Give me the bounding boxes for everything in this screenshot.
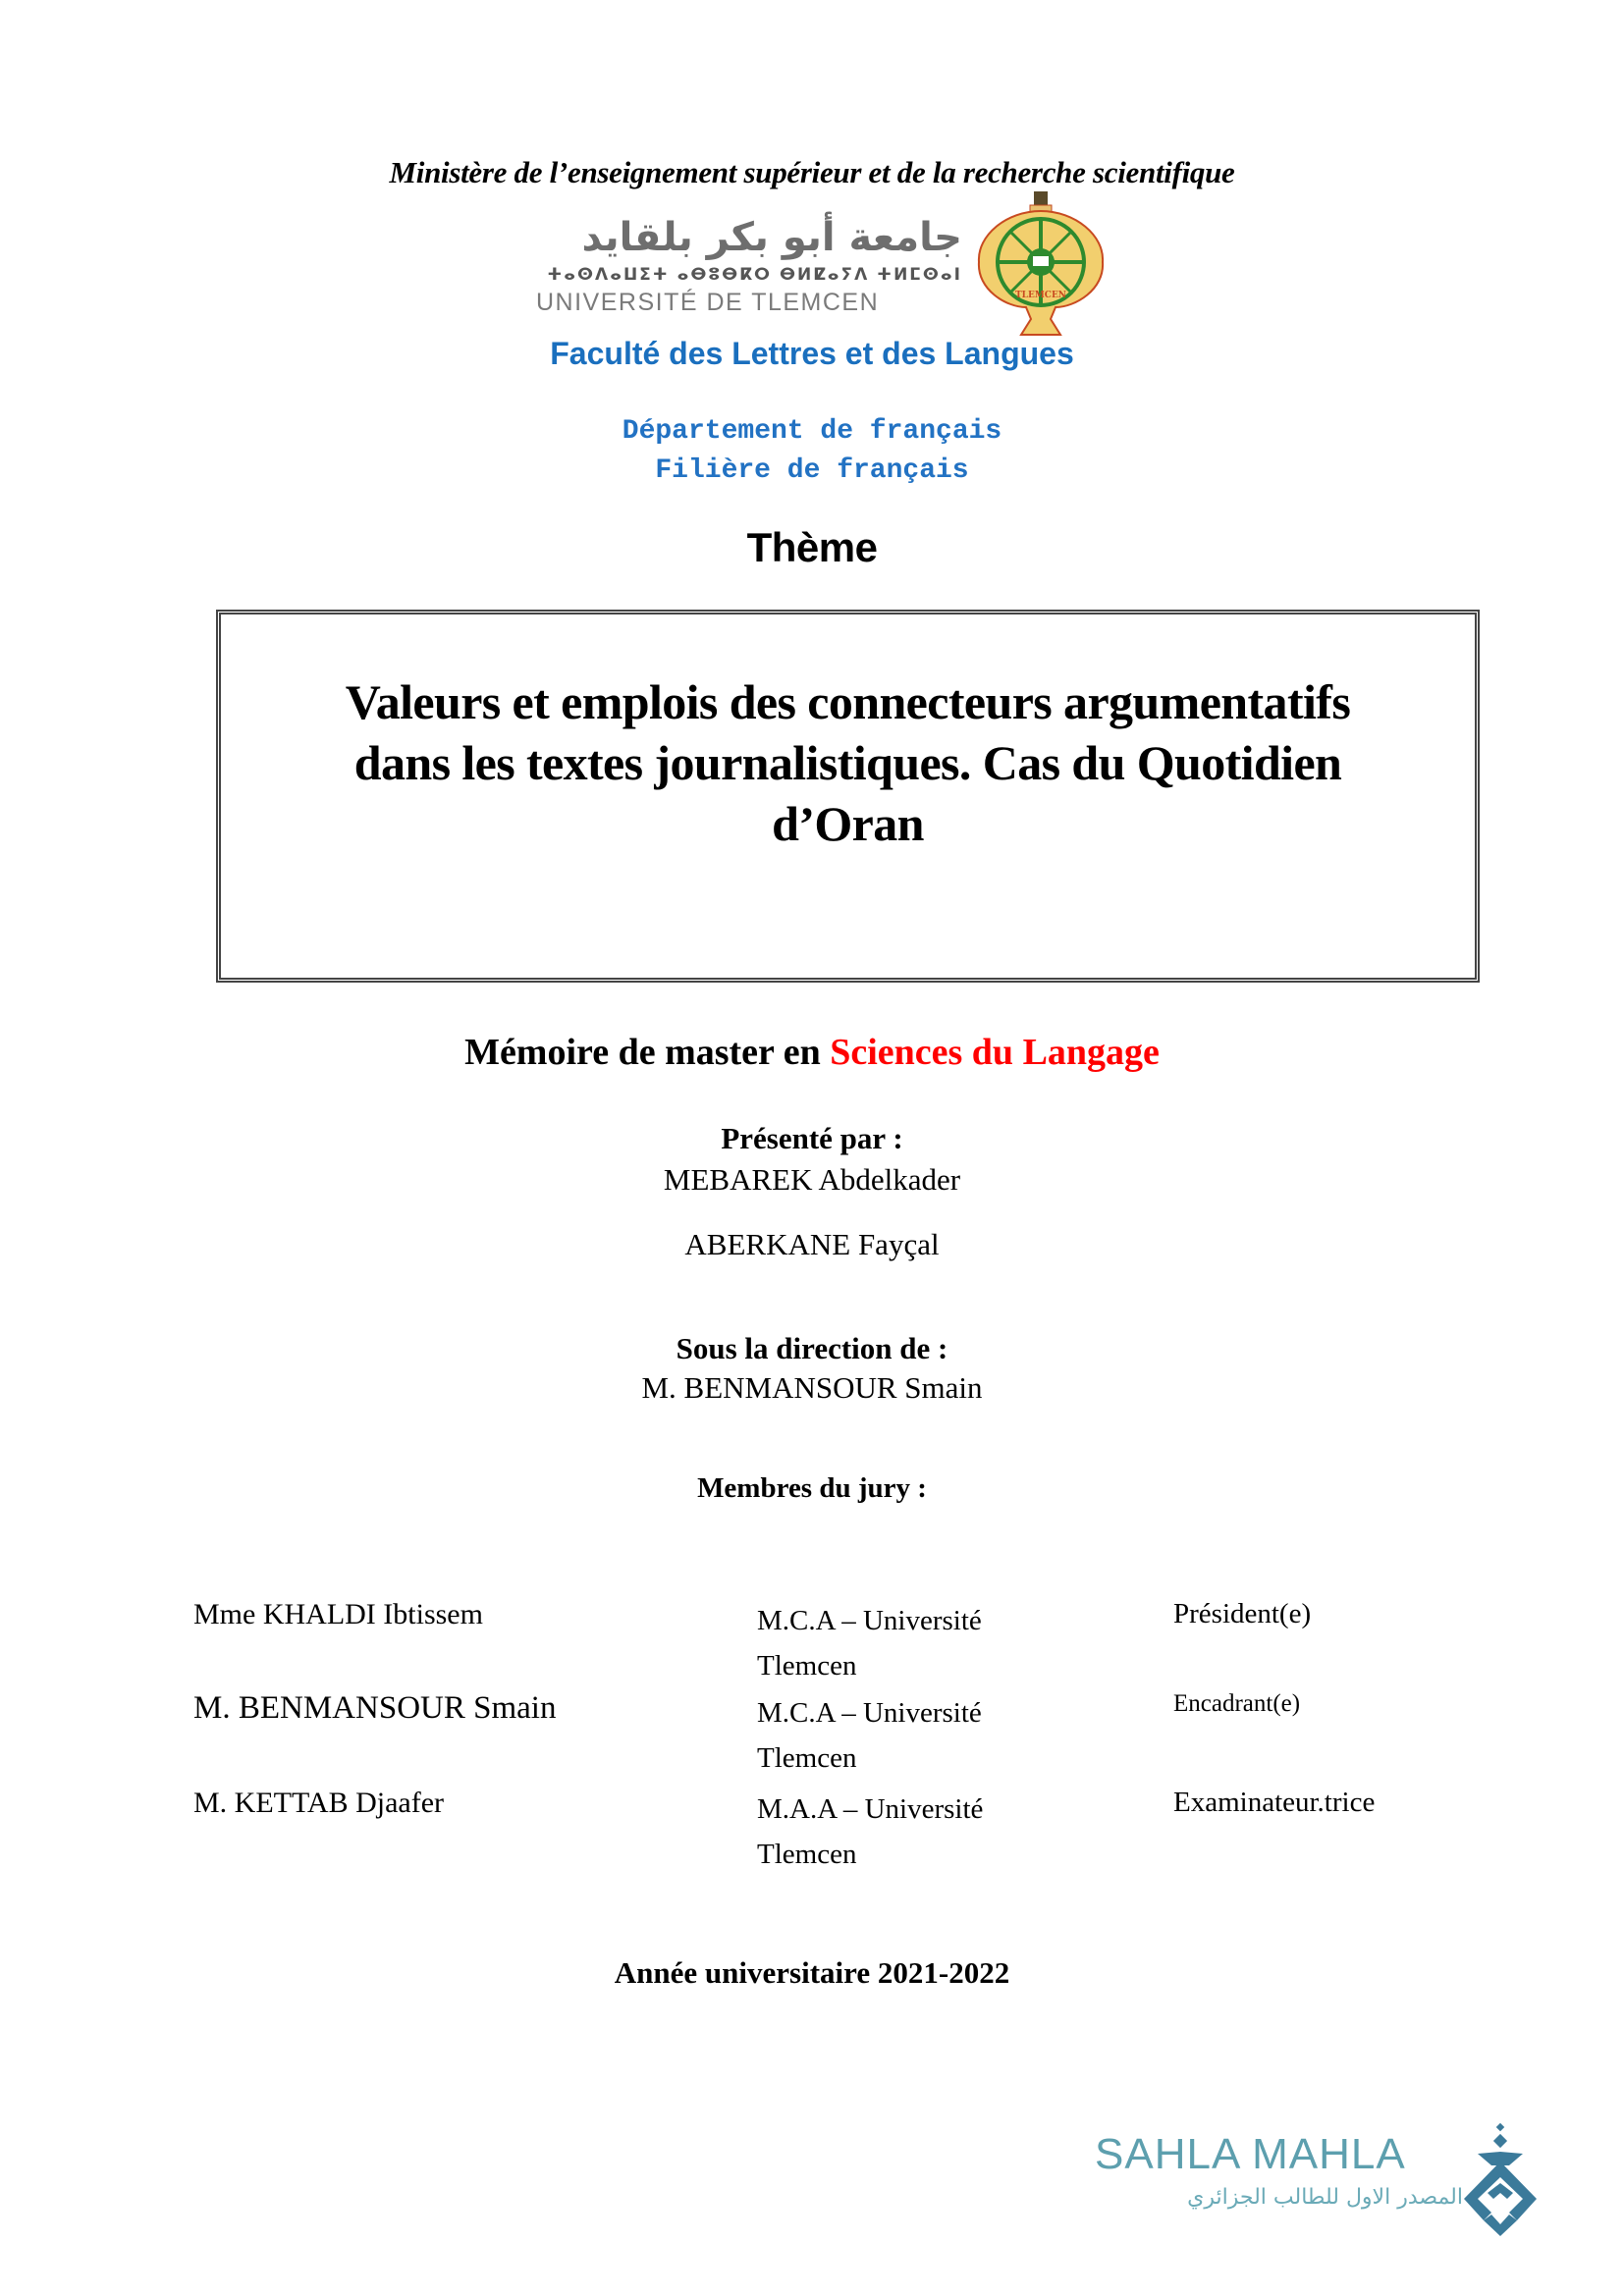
- ministry-heading: Ministère de l’enseignement supérieur et de la recherche scientifique: [389, 155, 1235, 189]
- student-name: MEBAREK Abdelkader: [663, 1162, 961, 1197]
- jury-member-rank: M.A.A – Université Tlemcen: [757, 1793, 984, 1870]
- department-block: [0, 412, 1624, 491]
- university-tifinagh-name: ⵜⴰⵙⴷⴰⵡⵉⵜ ⴰⴱⵓⴱⴽⵔ ⴱⵍⵇⴰⵢⴷ ⵜⵍⵎⵙⴰⵏ: [547, 265, 962, 285]
- supervisor-label: Sous la direction de :: [676, 1331, 948, 1365]
- svg-text:TLEMCEN: TLEMCEN: [1014, 291, 1067, 300]
- jury-member-role: Président(e): [1173, 1598, 1312, 1629]
- jury-member-name: M. BENMANSOUR Smain: [193, 1690, 557, 1726]
- watermark-tagline: المصدر الاول للطالب الجزائري: [1187, 2185, 1463, 2210]
- degree-prefix: Mémoire de master en: [464, 1032, 831, 1073]
- degree-line: [0, 1031, 1624, 1074]
- jury-member-rank: M.C.A – Université Tlemcen: [757, 1697, 982, 1774]
- supervisor-name: M. BENMANSOUR Smain: [641, 1370, 983, 1405]
- jury-member-role: Encadrant(e): [1173, 1690, 1301, 1717]
- thesis-title-line: d’Oran: [772, 796, 924, 851]
- theme-label: Thème: [746, 524, 878, 570]
- thesis-title-box: [216, 610, 1480, 983]
- university-arabic-name: جامعة أبو بكر بلقايد: [581, 215, 962, 260]
- thesis-title: [221, 671, 1475, 854]
- jury-member-role: Examinateur.trice: [1173, 1787, 1376, 1818]
- academic-year: Année universitaire 2021-2022: [614, 1955, 1010, 1990]
- jury-member-name: Mme KHALDI Ibtissem: [193, 1598, 483, 1630]
- department-name: Département de français: [622, 416, 1002, 447]
- student-name: ABERKANE Fayçal: [684, 1227, 940, 1261]
- filiere-name: Filière de français: [655, 455, 969, 486]
- faculty-name: Faculté des Lettres et des Langues: [550, 336, 1074, 371]
- jury-label: Membres du jury :: [697, 1472, 927, 1504]
- thesis-title-line: Valeurs et emplois des connecteurs argumentatifs: [345, 674, 1351, 729]
- watermark-brand: SAHLA MAHLA: [1095, 2130, 1406, 2178]
- sahla-mahla-logo-icon: [1458, 2122, 1546, 2240]
- university-logo-text: [530, 214, 962, 317]
- sahla-mahla-watermark: [1095, 2122, 1546, 2240]
- presented-by-label: Présenté par :: [721, 1121, 903, 1155]
- jury-member-rank: M.C.A – Université Tlemcen: [757, 1605, 982, 1682]
- university-crest-icon: [967, 191, 1114, 337]
- degree-specialty: Sciences du Langage: [830, 1032, 1160, 1073]
- university-latin-name: UNIVERSITÉ DE TLEMCEN: [536, 289, 880, 316]
- thesis-title-line: dans les textes journalistiques. Cas du Quotidien: [353, 735, 1342, 790]
- jury-member-name: M. KETTAB Djaafer: [193, 1787, 445, 1819]
